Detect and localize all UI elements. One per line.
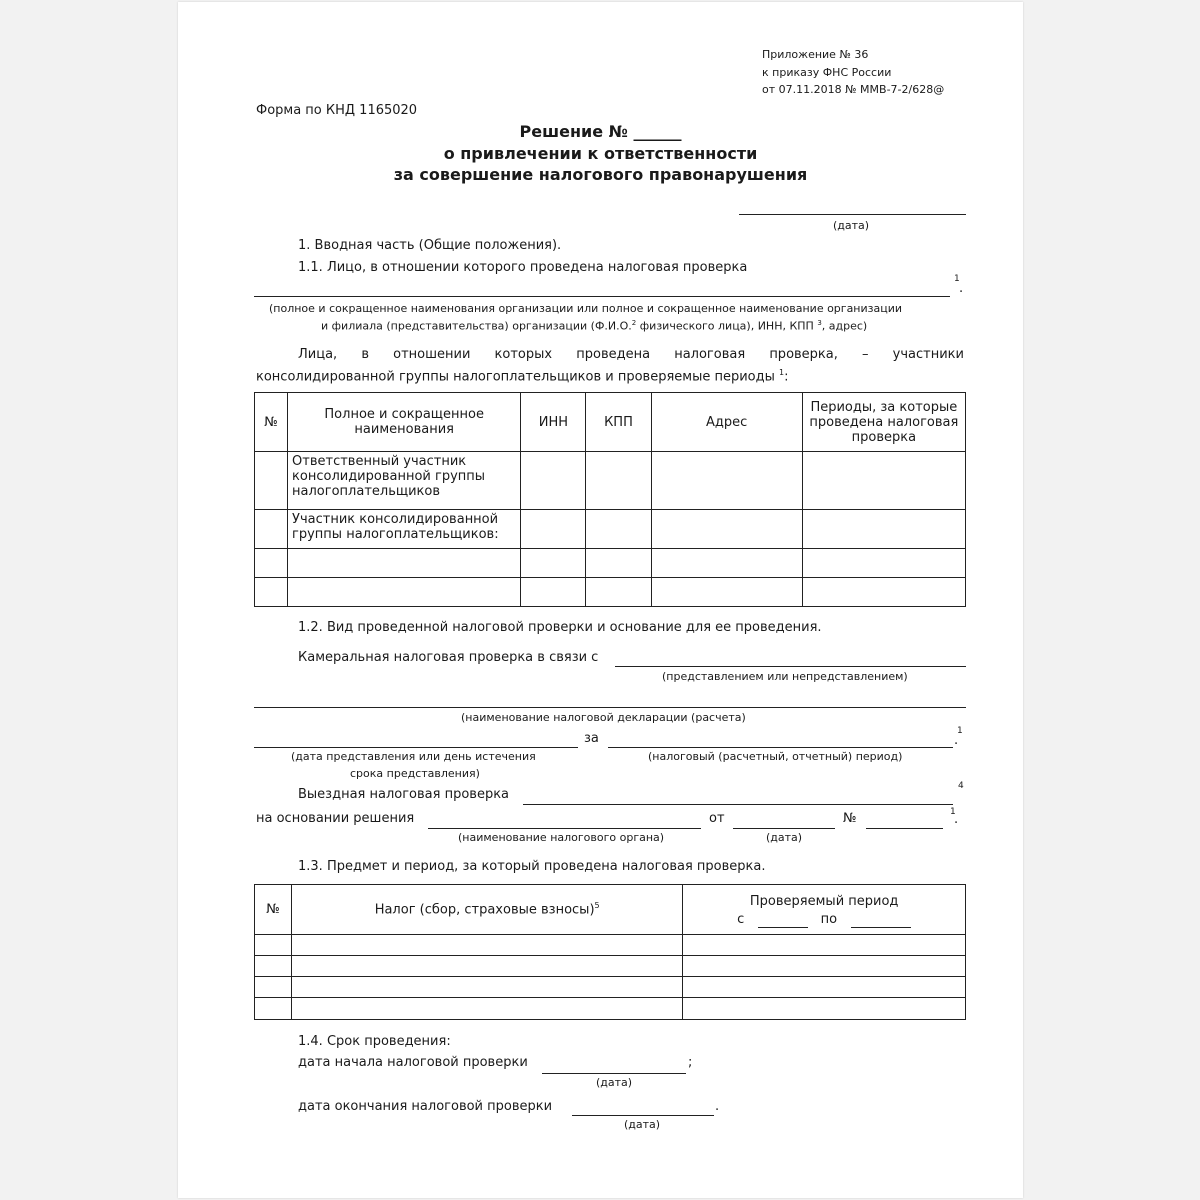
footnote-mark: 1 xyxy=(954,274,960,284)
document-title-line-3: за совершение налогового правонарушения xyxy=(393,165,808,184)
kgn-paragraph-text: консолидированной группы налогоплательщиков и проверяемые периоды xyxy=(256,369,775,385)
table-cell[interactable] xyxy=(521,578,586,607)
table-row xyxy=(255,578,966,607)
entity-caption-part-c: , адрес) xyxy=(821,319,868,333)
kgn-paragraph-line-1 xyxy=(298,347,964,362)
col-header-number: № xyxy=(255,885,292,935)
table-cell[interactable] xyxy=(255,578,288,607)
table-cell[interactable] xyxy=(683,935,966,956)
desk-audit-caption: (представлением или непредставлением) xyxy=(662,670,908,683)
responsible-participant-label: Ответственный участник консолидированной группы налогоплательщиков xyxy=(288,452,521,510)
table-cell[interactable] xyxy=(255,510,288,549)
table-cell[interactable] xyxy=(291,935,682,956)
za-label: за xyxy=(584,731,599,746)
end-date-end: . xyxy=(715,1099,720,1114)
field-audit-label: Выездная налоговая проверка xyxy=(298,787,510,802)
entity-caption-line-2 xyxy=(321,319,867,333)
ot-label: от xyxy=(709,811,725,826)
col-header-address: Адрес xyxy=(651,393,802,452)
number-label: № xyxy=(843,811,857,826)
word: Лица, xyxy=(298,347,338,362)
footnote-mark: 2 xyxy=(631,319,637,327)
table-cell[interactable] xyxy=(802,510,965,549)
period-mark: . xyxy=(954,733,959,748)
tax-authority-field[interactable] xyxy=(428,828,701,829)
section-1-4-heading: 1.4. Срок проведения: xyxy=(298,1034,451,1049)
field-audit-field[interactable] xyxy=(523,804,953,805)
table-header-row xyxy=(255,393,966,452)
table-cell[interactable] xyxy=(651,549,802,578)
tax-period-field[interactable] xyxy=(608,747,953,748)
footnote-mark: 3 xyxy=(817,319,822,327)
table-cell[interactable] xyxy=(651,452,802,510)
table-cell[interactable] xyxy=(255,452,288,510)
period-range xyxy=(683,912,965,928)
footnote-mark: 1 xyxy=(950,807,956,817)
col-header-periods: Периоды, за которые проведена налоговая проверка xyxy=(802,393,965,452)
submission-caption-2: срока представления) xyxy=(350,767,480,780)
appendix-line-3: от 07.11.2018 № ММВ-7-2/628@ xyxy=(762,83,945,96)
table-cell[interactable] xyxy=(683,998,966,1020)
table-cell[interactable] xyxy=(651,578,802,607)
period-caption: (налоговый (расчетный, отчетный) период) xyxy=(648,750,903,763)
document-title-line-2: о привлечении к ответственности xyxy=(443,144,758,163)
desk-audit-reason-field[interactable] xyxy=(615,666,966,667)
footnote-mark: 1 xyxy=(957,726,963,736)
col-header-period xyxy=(683,885,966,935)
word: участники xyxy=(892,347,964,362)
document-title-line-1: Решение № ______ xyxy=(519,122,682,141)
table-cell[interactable] xyxy=(586,578,651,607)
table-cell[interactable] xyxy=(255,935,292,956)
start-date-field[interactable] xyxy=(542,1073,686,1074)
table-row xyxy=(255,549,966,578)
basis-label: на основании решения xyxy=(256,811,415,826)
period-mark: . xyxy=(959,281,964,296)
document-page xyxy=(178,2,1023,1198)
footnote-mark: 4 xyxy=(958,781,964,791)
table-cell[interactable] xyxy=(288,578,521,607)
table-cell[interactable] xyxy=(586,452,651,510)
col-header-tax xyxy=(291,885,682,935)
table-cell[interactable] xyxy=(683,956,966,977)
table-cell[interactable] xyxy=(255,977,292,998)
table-cell[interactable] xyxy=(521,510,586,549)
table-cell[interactable] xyxy=(586,510,651,549)
tax-period-table xyxy=(254,884,966,1020)
form-code: Форма по КНД 1165020 xyxy=(256,103,418,118)
entity-caption-part-b: физического лица), ИНН, КПП xyxy=(636,319,818,333)
col-header-tax-label: Налог (сбор, страховые взносы) xyxy=(374,902,595,918)
footnote-mark: 1 xyxy=(779,368,785,377)
decision-date-field[interactable] xyxy=(733,828,835,829)
table-cell[interactable] xyxy=(521,452,586,510)
end-date-label: дата окончания налоговой проверки xyxy=(298,1099,553,1114)
word: отношении xyxy=(393,347,471,362)
kgn-participants-table xyxy=(254,392,966,607)
table-cell[interactable] xyxy=(288,549,521,578)
authority-caption: (наименование налогового органа) xyxy=(458,831,665,844)
participant-label: Участник консолидированной группы налогоплательщиков: xyxy=(288,510,521,549)
submission-date-field[interactable] xyxy=(254,747,578,748)
submission-caption-1: (дата представления или день истечения xyxy=(291,750,536,763)
to-label: по xyxy=(820,911,838,927)
desk-audit-label: Камеральная налоговая проверка в связи с xyxy=(298,650,599,665)
table-cell[interactable] xyxy=(802,578,965,607)
table-cell[interactable] xyxy=(291,977,682,998)
table-cell[interactable] xyxy=(521,549,586,578)
item-1-1-text: 1.1. Лицо, в отношении которого проведена налоговая проверка xyxy=(298,260,748,275)
period-to-field[interactable] xyxy=(851,912,911,928)
entity-caption-line-1: (полное и сокращенное наименования организации или полное и сокращенное наименование организации xyxy=(269,302,903,315)
colon: : xyxy=(784,369,789,385)
decision-number-field[interactable] xyxy=(866,828,943,829)
table-row xyxy=(255,935,966,956)
declaration-caption: (наименование налоговой декларации (расчета) xyxy=(461,711,746,724)
period-header-label: Проверяемый период xyxy=(749,893,899,909)
word: в xyxy=(361,347,369,362)
col-header-inn: ИНН xyxy=(521,393,586,452)
kgn-paragraph-line-2 xyxy=(256,368,789,384)
from-label: с xyxy=(737,911,745,927)
decision-date-caption: (дата) xyxy=(766,831,803,844)
col-header-number: № xyxy=(255,393,288,452)
declaration-name-field[interactable] xyxy=(254,707,966,708)
date-field-line[interactable] xyxy=(739,214,966,215)
table-cell[interactable] xyxy=(255,998,292,1020)
word: которых xyxy=(494,347,553,362)
appendix-line-1: Приложение № 36 xyxy=(762,48,869,61)
appendix-line-2: к приказу ФНС России xyxy=(762,66,892,79)
word: проверка, xyxy=(769,347,838,362)
start-date-end: ; xyxy=(688,1055,693,1070)
date-caption: (дата) xyxy=(833,219,870,232)
table-cell[interactable] xyxy=(291,998,682,1020)
period-from-field[interactable] xyxy=(758,912,808,928)
entity-caption-part-a: и филиала (представительства) организации (Ф.И.О. xyxy=(321,319,632,333)
table-row xyxy=(255,998,966,1020)
col-header-name: Полное и сокращенное наименования xyxy=(288,393,521,452)
footnote-mark: 5 xyxy=(594,901,600,911)
section-1-heading: 1. Вводная часть (Общие положения). xyxy=(298,238,562,253)
end-date-field[interactable] xyxy=(572,1115,714,1116)
section-1-2-heading: 1.2. Вид проведенной налоговой проверки и основание для ее проведения. xyxy=(298,620,822,635)
table-cell[interactable] xyxy=(291,956,682,977)
word: проведена xyxy=(576,347,651,362)
table-row xyxy=(255,452,966,510)
end-date-caption: (дата) xyxy=(624,1118,661,1131)
table-cell[interactable] xyxy=(802,452,965,510)
table-header-row xyxy=(255,885,966,935)
table-row xyxy=(255,977,966,998)
table-cell[interactable] xyxy=(802,549,965,578)
audited-entity-field[interactable] xyxy=(254,296,950,297)
table-cell[interactable] xyxy=(683,977,966,998)
table-cell[interactable] xyxy=(586,549,651,578)
word: налоговая xyxy=(674,347,746,362)
table-row xyxy=(255,510,966,549)
section-1-3-heading: 1.3. Предмет и период, за который проведена налоговая проверка. xyxy=(298,859,766,874)
table-cell[interactable] xyxy=(651,510,802,549)
start-date-caption: (дата) xyxy=(596,1076,633,1089)
start-date-label: дата начала налоговой проверки xyxy=(298,1055,528,1070)
table-row xyxy=(255,956,966,977)
table-cell[interactable] xyxy=(255,549,288,578)
table-cell[interactable] xyxy=(255,956,292,977)
word: – xyxy=(862,347,869,362)
col-header-kpp: КПП xyxy=(586,393,651,452)
period-mark: . xyxy=(954,812,959,827)
